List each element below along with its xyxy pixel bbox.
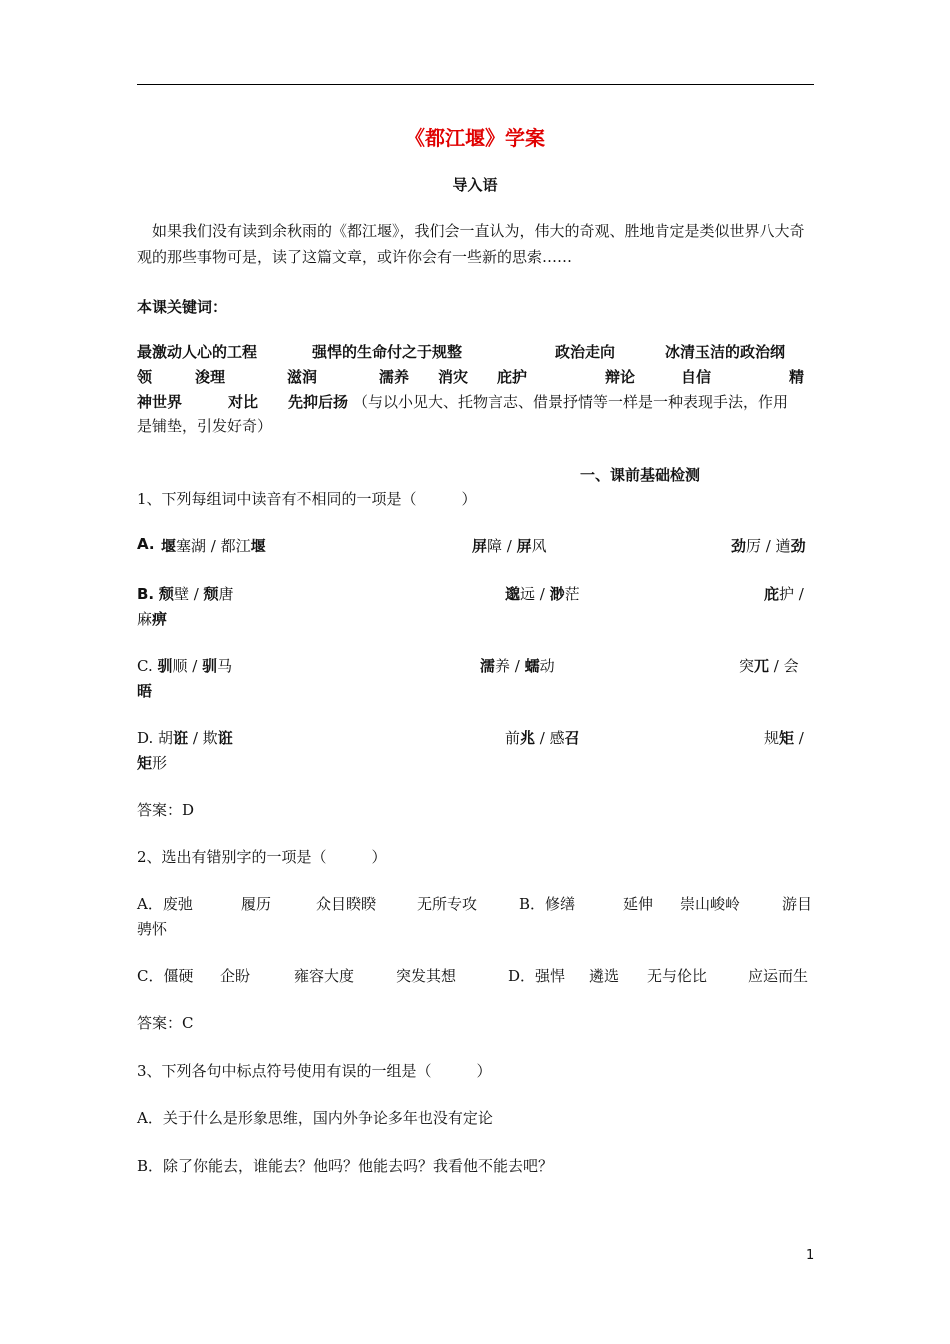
word-part: 劲 — [731, 537, 747, 555]
word-part: 突 — [739, 657, 755, 675]
section-heading: 一、课前基础检测 — [580, 466, 701, 484]
option-item: A．废弛 — [137, 895, 193, 913]
keyword: 辩论 — [605, 368, 636, 386]
option-item: B．修缮 — [519, 895, 576, 913]
q1-option-b — [137, 583, 814, 607]
keywords-line-1 — [137, 341, 814, 365]
option-label: A. — [137, 535, 155, 553]
keyword: 濡养 — [379, 368, 410, 386]
page-number: 1 — [806, 1248, 815, 1263]
q1-option-a — [137, 535, 814, 559]
word-part: 庇 — [764, 585, 780, 603]
keyword: 冰清玉洁的政治纲 — [665, 343, 786, 361]
option-item: 众目睽睽 — [316, 895, 377, 913]
keyword: 庇护 — [497, 368, 528, 386]
keyword: 自信 — [681, 368, 712, 386]
keyword: 先抑后扬 — [288, 393, 349, 411]
word-part: 痹 — [152, 610, 168, 628]
keyword-note: （与以小见大、托物言志、借景抒情等一样是一种表现手法，作用 — [353, 393, 789, 411]
keywords-line-2 — [137, 366, 814, 390]
word-part: / 感 — [535, 729, 565, 747]
option-item: 企盼 — [220, 967, 251, 985]
word-part: 颓 — [158, 585, 174, 603]
q2-line-1-cont — [137, 918, 814, 942]
section-subtitle: 导入语 — [452, 176, 498, 194]
word-part: 茫 — [564, 585, 580, 603]
word-part: / 会 — [769, 657, 799, 675]
word-part: 麻 — [137, 610, 153, 628]
question-2-stem: 2、选出有错别字的一项是（ ） — [137, 848, 387, 866]
word-part: 蠕 — [524, 657, 540, 675]
word-part: 养 / — [495, 657, 525, 675]
word-part: / — [794, 729, 804, 747]
keywords-line-4 — [137, 415, 814, 439]
word-part: 驯 — [202, 657, 218, 675]
option-item: 游目 — [782, 895, 813, 913]
option-item: 突发其想 — [396, 967, 457, 985]
q3-option-a: A．关于什么是形象思维，国内外争论多年也没有定论 — [137, 1109, 493, 1127]
word-part: 劲 — [790, 537, 806, 555]
word-part: 规 — [764, 729, 780, 747]
keyword: 浚理 — [195, 368, 226, 386]
option-item: 履历 — [241, 895, 272, 913]
q2-line-1 — [137, 893, 814, 917]
q2-line-2 — [137, 965, 814, 989]
word-part: 形 — [152, 754, 168, 772]
question-1-stem: 1、下列每组词中读音有不相同的一项是（ ） — [137, 490, 477, 508]
word-part: 唐 — [218, 585, 234, 603]
word-part: 矩 — [779, 729, 795, 747]
word-part: 颓 — [203, 585, 219, 603]
option-item: 遴选 — [589, 967, 620, 985]
q1-option-d-cont — [137, 752, 814, 776]
option-item: 应运而生 — [748, 967, 809, 985]
word-part: 动 — [539, 657, 555, 675]
word-part: 护 / — [779, 585, 804, 603]
word-part: 兀 — [754, 657, 770, 675]
option-label: B. — [137, 585, 155, 603]
option-item: 延伸 — [623, 895, 654, 913]
keyword: 滋润 — [287, 368, 318, 386]
word-part: 堰 — [250, 537, 266, 555]
option-item: 雍容大度 — [294, 967, 355, 985]
q2-answer: 答案：C — [137, 1014, 194, 1032]
option-label: C. — [137, 657, 153, 675]
word-part: 前 — [505, 729, 521, 747]
word-part: 塞湖 / 都江 — [176, 537, 251, 555]
q1-option-b-cont — [137, 608, 814, 632]
q1-option-d — [137, 727, 814, 751]
option-item: 骋怀 — [137, 920, 168, 938]
word-part: 邈 — [505, 585, 521, 603]
word-part: 屏 — [472, 537, 488, 555]
option-item: 无所专攻 — [417, 895, 478, 913]
keyword: 精 — [789, 368, 805, 386]
header-rule — [137, 84, 814, 85]
q1-option-c-cont — [137, 680, 814, 704]
word-part: 堰 — [161, 537, 177, 555]
word-part: 壁 / — [173, 585, 204, 603]
word-part: 兆 — [520, 729, 536, 747]
keyword: 强悍的生命付之于规整 — [312, 343, 463, 361]
keyword: 消灾 — [438, 368, 469, 386]
word-part: 屏 — [516, 537, 532, 555]
word-part: 渺 — [549, 585, 565, 603]
word-part: 晤 — [137, 682, 153, 700]
word-part: 马 — [217, 657, 233, 675]
word-part: / 欺 — [188, 729, 218, 747]
word-part: 召 — [564, 729, 580, 747]
keyword-note-cont: 是铺垫，引发好奇） — [137, 417, 273, 435]
word-part: 驯 — [157, 657, 173, 675]
option-item: D．强悍 — [508, 967, 566, 985]
word-part: 远 / — [520, 585, 550, 603]
option-label: D. 胡 — [137, 729, 174, 747]
keyword: 神世界 — [137, 393, 183, 411]
word-part: 厉 / 遒 — [746, 537, 791, 555]
word-part: 顺 / — [172, 657, 203, 675]
keyword: 领 — [137, 368, 153, 386]
keyword: 最激动人心的工程 — [137, 343, 258, 361]
option-item: C．僵硬 — [137, 967, 194, 985]
word-part: 风 — [531, 537, 547, 555]
q1-answer: 答案：D — [137, 801, 195, 819]
option-item: 崇山峻岭 — [680, 895, 741, 913]
word-part: 矩 — [137, 754, 153, 772]
question-3-stem: 3、下列各句中标点符号使用有误的一组是（ ） — [137, 1062, 492, 1080]
word-part: 障 / — [487, 537, 517, 555]
document-title: 《都江堰》学案 — [405, 126, 545, 150]
intro-paragraph: 如果我们没有读到余秋雨的《都江堰》，我们会一直认为，伟大的奇观、胜地肯定是类似世界八大奇观的那些事物可是，读了这篇文章，或许你会有一些新的思索…… — [137, 222, 805, 266]
keywords-line-3 — [137, 391, 814, 415]
keywords-heading: 本课关键词： — [137, 298, 228, 316]
q1-option-c — [137, 655, 814, 679]
word-part: 诳 — [217, 729, 233, 747]
q3-option-b: B．除了你能去，谁能去？他吗？他能去吗？我看他不能去吧？ — [137, 1157, 554, 1175]
option-item: 无与伦比 — [647, 967, 708, 985]
keyword: 政治走向 — [555, 343, 616, 361]
word-part: 濡 — [480, 657, 496, 675]
keyword: 对比 — [228, 393, 259, 411]
word-part: 诳 — [173, 729, 189, 747]
